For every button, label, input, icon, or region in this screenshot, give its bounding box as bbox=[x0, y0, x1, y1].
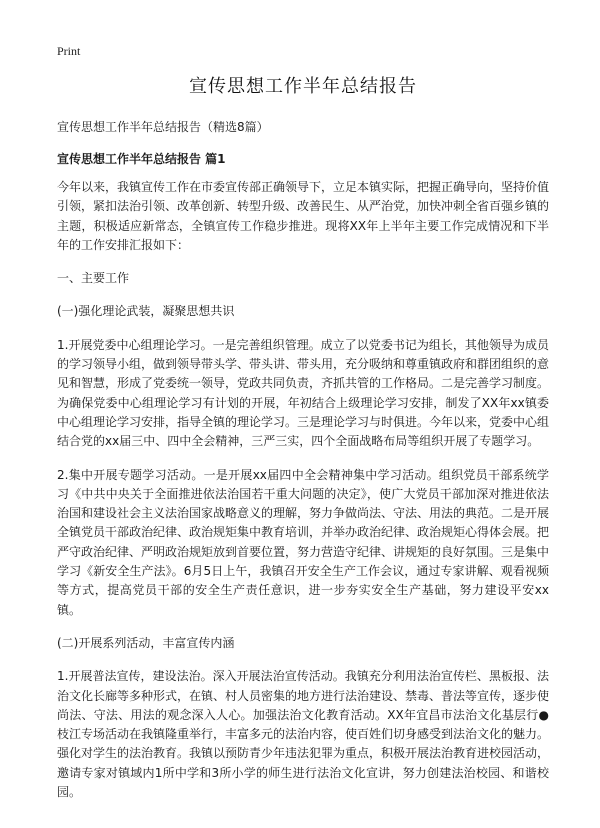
section-heading: 宣传思想工作半年总结报告 篇1 bbox=[57, 152, 226, 166]
page-title: 宣传思想工作半年总结报告 bbox=[189, 76, 417, 97]
document-page bbox=[57, 74, 549, 802]
intro-paragraph: 今年以来，我镇宣传工作在市委宣传部正确领导下，立足本镇实际，把握正确导向，坚持价值引领，紧扣法治引领、改革创新、转型升级、改善民生、从严治党，加快冲刺全省百强乡镇的主题，积极适应新常态，全镇宣传工作稳步推进。现将XX年上半年主要工作完成情况和下半年的工作安排汇报如下： bbox=[57, 180, 550, 252]
print-link[interactable]: Print bbox=[57, 44, 81, 58]
heading-main-work: 一、主要工作 bbox=[57, 271, 130, 286]
paragraph-special-study: 2.集中开展专题学习活动。一是开展xx届四中全会精神集中学习活动。组织党员干部系统学习《中共中央关于全面推进依法治国若干重大问题的决定》，使广大党员干部加深对推进依法治国和建设社会主义法治国家战略意义的理解，努力争做尚法、守法、用法的典范。二是开展全镇党员干部政治纪律、政治规矩集中教育培训，并举办政治纪律、政治规矩心得体会展。把严守政治纪律、严明政治规矩放到首要位置，努力营造守纪律、讲规矩的良好氛围。三是集中学习《新安全生产法》。6月5日上午，我镇召开安全生产工作会议，通过专家讲解、观看视频等方式，提高党员干部的安全生产责任意识，进一步夯实安全生产基础，努力建设平安xx镇。 bbox=[57, 467, 550, 617]
subheading-activities: (二)开展系列活动，丰富宣传内涵 bbox=[57, 635, 235, 650]
document-subtitle: 宣传思想工作半年总结报告（精选8篇） bbox=[57, 120, 269, 134]
subheading-theory: (一)强化理论武装，凝聚思想共识 bbox=[57, 304, 235, 319]
paragraph-legal-publicity: 1.开展普法宣传，建设法治。深入开展法治宣传活动。我镇充分利用法治宣传栏、黑板报、法治文化长廊等多种形式，在镇、村人员密集的地方进行法治建设、禁毒、普法等宣传，逐步使尚法、守法、用法的观念深入人心。加强法治文化教育活动。XX年宜昌市法治文化基层行●枝江专场活动在我镇隆重举行，丰富多元的法治内容，使百姓们切身感受到法治文化的魅力。强化对学生的法治教育。我镇以预防青少年违法犯罪为重点，积极开展法治教育进校园活动，邀请专家对镇域内1所中学和3所小学的师生进行法治文化宣讲，努力创建法治校园、和谐校园。 bbox=[57, 669, 550, 800]
paragraph-theory-study: 1.开展党委中心组理论学习。一是完善组织管理。成立了以党委书记为组长，其他领导为成员的学习领导小组，做到领导带头学、带头讲、带头用，充分吸纳和尊重镇政府和群团组织的意见和智慧，形成了党委统一领导，党政共同负责，齐抓共管的工作格局。二是完善学习制度。为确保党委中心组理论学习有计划的开展，年初结合上级理论学习安排，制发了XX年xx镇委中心组理论学习安排，指导全镇的理论学习。三是理论学习与时俱进。今年以来，党委中心组结合党的xx届三中、四中全会精神，三严三实，四个全面战略布局等组织开展了专题学习。 bbox=[57, 337, 550, 449]
